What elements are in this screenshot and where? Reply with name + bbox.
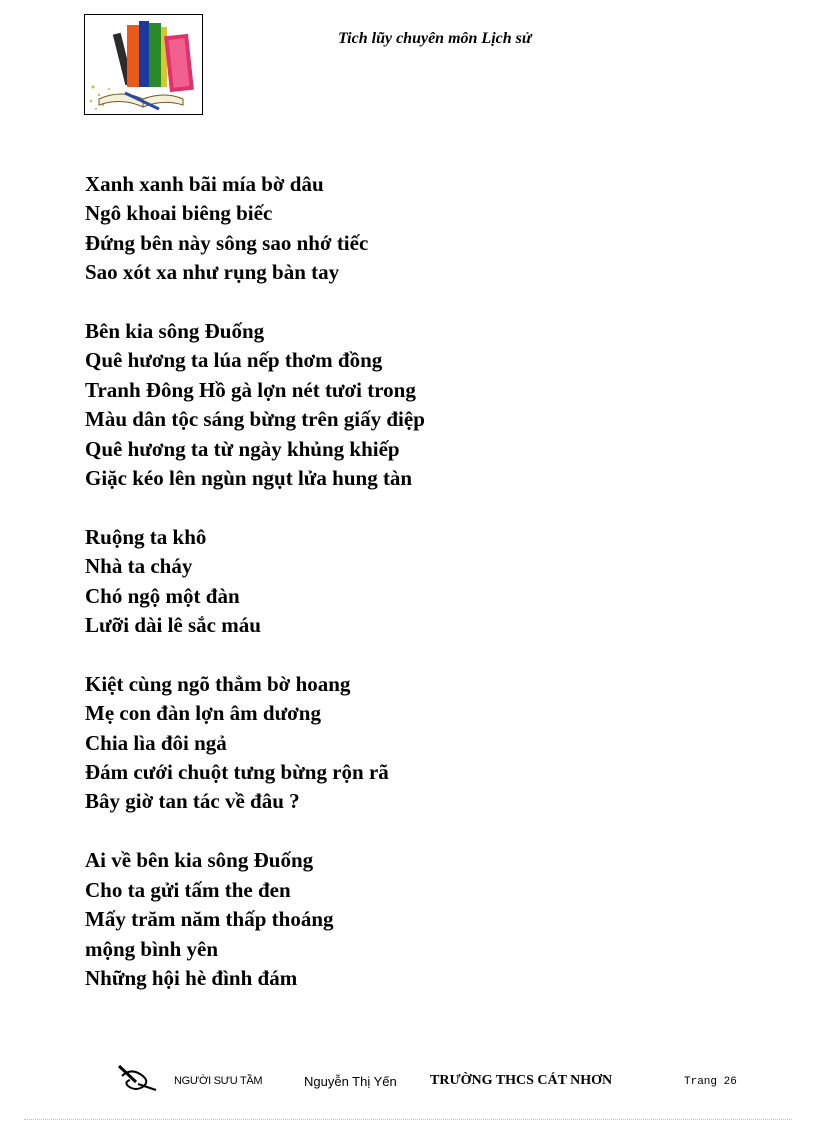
header-title: Tich lũy chuyên môn Lịch sử (338, 30, 532, 47)
poem-line: Tranh Đông Hồ gà lợn nét tươi trong (85, 377, 416, 402)
poem-line: Ai về bên kia sông Đuống (85, 848, 314, 873)
poem-stanza (85, 523, 425, 641)
poem-stanza (85, 170, 425, 288)
poem-line: Sao xót xa như rụng bàn tay (85, 260, 340, 285)
poem-line: Mẹ con đàn lợn âm dương (85, 701, 321, 726)
poem-line: Ngô khoai biêng biếc (85, 201, 273, 226)
poem-line: Cho ta gửi tấm the đen (85, 877, 291, 902)
pen-signature-icon (116, 1062, 160, 1094)
poem-stanza (85, 670, 425, 817)
poem-line: Lưỡi dài lê sắc máu (85, 613, 261, 638)
books-icon (85, 15, 202, 114)
poem-line: Nhà ta cháy (85, 554, 193, 579)
page-number: Trang 26 (684, 1076, 737, 1088)
collector-label: NGƯỜI SƯU TẦM (174, 1075, 263, 1087)
poem-line: Đám cưới chuột tưng bừng rộn rã (85, 760, 389, 785)
books-logo (84, 14, 203, 115)
poem-line: Chó ngộ một đàn (85, 583, 240, 608)
poem-line: Xanh xanh bãi mía bờ dâu (85, 172, 324, 196)
poem-line: Mấy trăm năm thấp thoáng (85, 907, 334, 932)
school-name: TRƯỜNG THCS CÁT NHƠN (430, 1073, 613, 1088)
poem (85, 170, 425, 1023)
poem-stanza (85, 317, 425, 493)
poem-line: Kiệt cùng ngõ thẳm bờ hoang (85, 671, 351, 696)
poem-line: Quê hương ta lúa nếp thơm đồng (85, 348, 383, 373)
footer-divider (24, 1119, 792, 1120)
poem-line: mộng bình yên (85, 936, 219, 961)
poem-line: Giặc kéo lên ngùn ngụt lửa hung tàn (85, 466, 413, 491)
author-name: Nguyễn Thị Yến (304, 1074, 397, 1089)
page-footer (0, 1062, 816, 1102)
poem-line: Bên kia sông Đuống (85, 319, 265, 344)
poem-line: Bây giờ tan tác về đâu ? (85, 789, 300, 814)
poem-line: Đứng bên này sông sao nhớ tiếc (85, 230, 369, 255)
poem-line: Những hội hè đình đám (85, 965, 298, 990)
poem-stanza (85, 846, 425, 993)
poem-line: Ruộng ta khô (85, 524, 207, 549)
poem-line: Quê hương ta từ ngày khủng khiếp (85, 436, 400, 461)
poem-line: Màu dân tộc sáng bừng trên giấy điệp (85, 407, 425, 432)
poem-line: Chia lìa đôi ngả (85, 730, 227, 755)
